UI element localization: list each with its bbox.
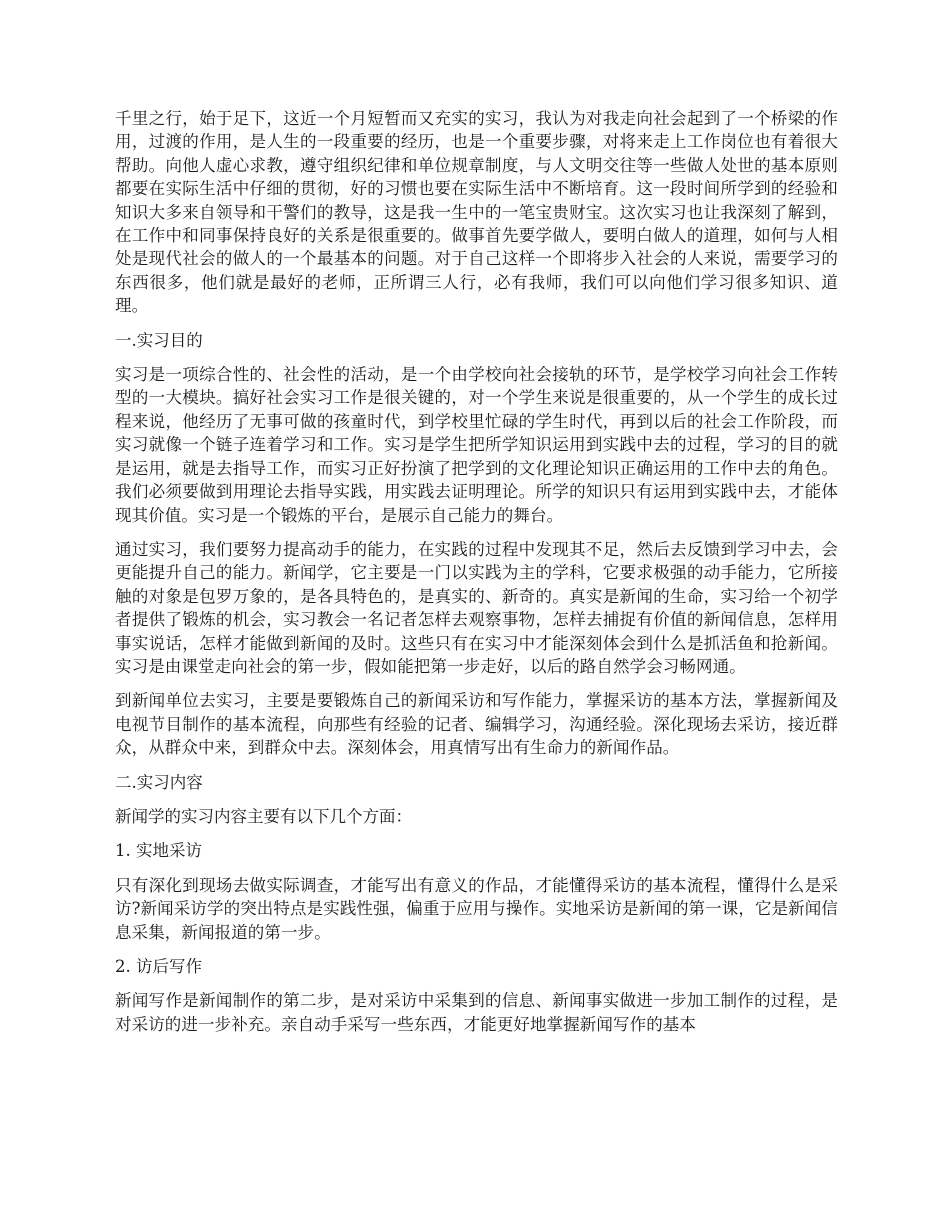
purpose-paragraph-3: 到新闻单位去实习，主要是要锻炼自己的新闻采访和写作能力，掌握采访的基本方法，掌握新闻及电视节目制作的基本流程，向那些有经验的记者、编辑学习，沟通经验。深化现场去采访，接近群众，从群众中来，到群众中去。深刻体会，用真情写出有生命力的新闻作品。 bbox=[115, 691, 838, 758]
post-writing-paragraph: 新闻写作是新闻制作的第二步，是对采访中采集到的信息、新闻事实做进一步加工制作的过程，是对采访的进一步补充。亲自动手采写一些东西，才能更好地掌握新闻写作的基本 bbox=[115, 991, 838, 1034]
item-heading-post-writing: 2. 访后写作 bbox=[115, 957, 202, 976]
intro-paragraph: 千里之行，始于足下，这近一个月短暂而又充实的实习，我认为对我走向社会起到了一个桥梁的作用，过渡的作用，是人生的一段重要的经历，也是一个重要步骤，对将来走上工作岗位也有着很大帮助。向他人虚心求教，遵守组织纪律和单位规章制度，与人文明交往等一些做人处世的基本原则都要在实际生活中仔细的贯彻，好的习惯也要在实际生活中不断培育。这一段时间所学到的经验和知识大多来自领导和干警们的教导，这是我一生中的一笔宝贵财宝。这次实习也让我深刻了解到，在工作中和同事保持良好的关系是很重要的。做事首先要学做人，要明白做人的道理，如何与人相处是现代社会的做人的一个最基本的问题。对于自己这样一个即将步入社会的人来说，需要学习的东西很多，他们就是最好的老师，正所谓三人行，必有我师，我们可以向他们学习很多知识、道理。 bbox=[115, 109, 838, 316]
content-intro-line: 新闻学的实习内容主要有以下几个方面： bbox=[115, 806, 412, 826]
section-heading-purpose: 一.实习目的 bbox=[115, 330, 203, 350]
purpose-paragraph-2: 通过实习，我们要努力提高动手的能力，在实践的过程中发现其不足，然后去反馈到学习中去，会更能提升自己的能力。新闻学，它主要是一门以实践为主的学科，它要求极强的动手能力，它所接触的对象是包罗万象的，是各具特色的，是真实的、新奇的。真实是新闻的生命，实习给一个初学者提供了锻炼的机会，实习教会一名记者怎样去观察事物，怎样去捕捉有价值的新闻信息，怎样用事实说话，怎样才能做到新闻的及时。这些只有在实习中才能深刻体会到什么是抓活鱼和抢新闻。实习是由课堂走向社会的第一步，假如能把第一步走好，以后的路自然学会习畅网通。 bbox=[115, 539, 838, 676]
section-heading-content: 二.实习内容 bbox=[115, 772, 203, 792]
purpose-paragraph-1: 实习是一项综合性的、社会性的活动，是一个由学校向社会接轨的环节，是学校学习向社会工作转型的一大模块。搞好社会实习工作是很关键的，对一个学生来说是很重要的，从一个学生的成长过程来说，他经历了无事可做的孩童时代，到学校里忙碌的学生时代，再到以后的社会工作阶段，而实习就像一个链子连着学习和工作。实习是学生把所学知识运用到实践中去的过程，学习的目的就是运用，就是去指导工作，而实习正好扮演了把学到的文化理论知识正确运用的工作中去的角色。我们必须要做到用理论去指导实践，用实践去证明理论。所学的知识只有运用到实践中去，才能体现其价值。实习是一个锻炼的平台，是展示自己能力的舞台。 bbox=[115, 365, 838, 525]
item-heading-field-interview: 1. 实地采访 bbox=[115, 841, 202, 861]
field-interview-paragraph: 只有深化到现场去做实际调查，才能写出有意义的作品，才能懂得采访的基本流程，懂得什么是采访?新闻采访学的突出特点是实践性强，偏重于应用与操作。实地采访是新闻的第一课，它是新闻信息采集，新闻报道的第一步。 bbox=[115, 875, 838, 942]
